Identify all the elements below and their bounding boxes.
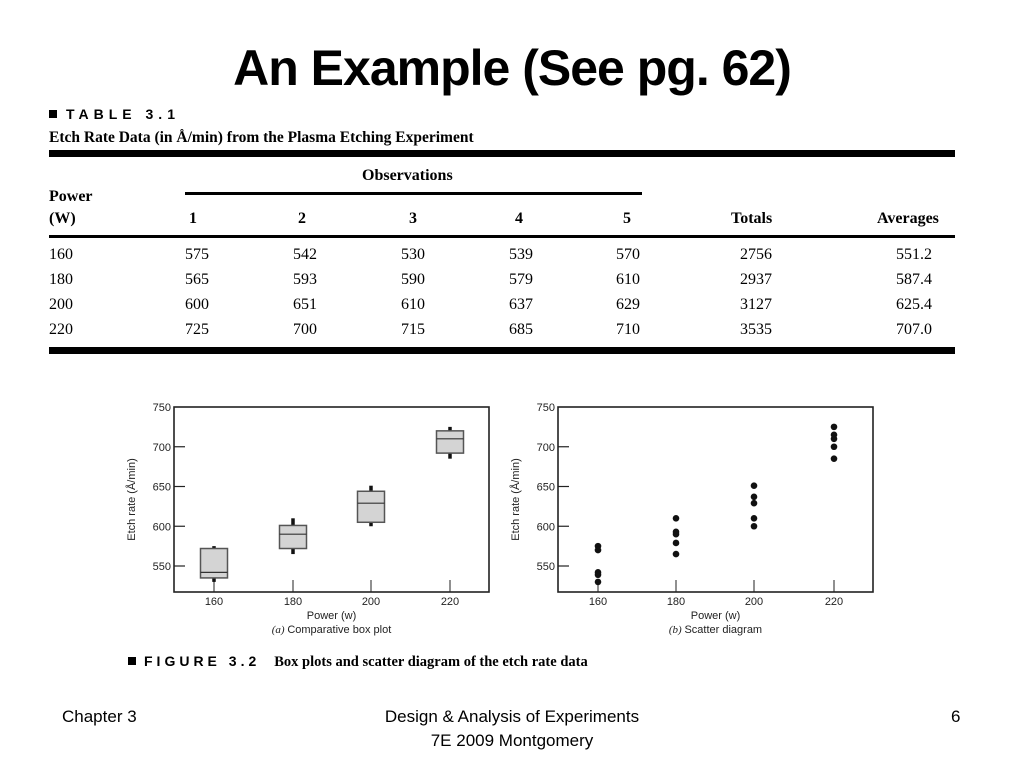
obs-cell: 542 bbox=[293, 246, 317, 263]
obs-cell: 593 bbox=[293, 271, 317, 288]
x-tick-label: 200 bbox=[361, 596, 381, 608]
square-bullet-icon bbox=[128, 657, 136, 665]
box-200 bbox=[358, 486, 385, 527]
subcaption: (a) Comparative box plot bbox=[271, 624, 392, 636]
obs-cell: 725 bbox=[185, 321, 209, 338]
data-point bbox=[831, 443, 838, 450]
y-tick-label: 600 bbox=[152, 521, 171, 534]
data-point bbox=[751, 494, 758, 501]
total-cell: 3535 bbox=[740, 321, 772, 338]
box-body bbox=[280, 525, 307, 548]
footer-chapter: Chapter 3 bbox=[62, 707, 137, 726]
data-point bbox=[595, 571, 602, 578]
total-cell: 3127 bbox=[740, 296, 772, 313]
data-point bbox=[831, 424, 838, 431]
obs-cell: 600 bbox=[185, 296, 209, 313]
table-caption: Etch Rate Data (in Å/min) from the Plasma Etching Experiment bbox=[49, 129, 474, 146]
box-body bbox=[358, 491, 385, 522]
average-cell: 587.4 bbox=[896, 271, 932, 288]
obs-cell: 610 bbox=[616, 271, 640, 288]
y-tick-label: 650 bbox=[536, 481, 555, 494]
obs-cell: 590 bbox=[401, 271, 425, 288]
data-point bbox=[595, 579, 602, 586]
series-200 bbox=[751, 482, 758, 529]
obs-cell: 610 bbox=[401, 296, 425, 313]
y-axis-label: Etch rate (Å/min) bbox=[126, 458, 138, 541]
x-axis-label: Power (w) bbox=[306, 610, 357, 622]
box-180 bbox=[280, 518, 307, 554]
obs-cell: 700 bbox=[293, 321, 317, 338]
data-point bbox=[673, 551, 680, 558]
obs-header-1: 1 bbox=[189, 210, 197, 227]
obs-cell: 685 bbox=[509, 321, 533, 338]
power-cell: 180 bbox=[49, 271, 73, 288]
series-160 bbox=[595, 543, 602, 585]
data-point bbox=[751, 500, 758, 507]
box-body bbox=[437, 431, 464, 453]
series-220 bbox=[831, 424, 838, 462]
figure-caption bbox=[128, 653, 588, 671]
obs-header-2: 2 bbox=[298, 210, 306, 227]
table-bottom-rule bbox=[49, 347, 955, 354]
page-number: 6 bbox=[951, 707, 961, 726]
table-top-rule bbox=[49, 150, 955, 157]
power-cell: 200 bbox=[49, 296, 73, 313]
x-tick-label: 220 bbox=[824, 596, 844, 608]
y-tick-label: 550 bbox=[536, 561, 555, 573]
box-body bbox=[201, 549, 228, 578]
y-axis-label: Etch rate (Å/min) bbox=[510, 458, 522, 541]
obs-cell: 579 bbox=[509, 271, 533, 288]
power-header-line1: Power bbox=[49, 188, 93, 205]
obs-header-5: 5 bbox=[623, 210, 631, 227]
total-cell: 2937 bbox=[740, 271, 772, 288]
averages-header: Averages bbox=[877, 210, 939, 227]
x-tick-label: 160 bbox=[588, 596, 608, 608]
obs-cell: 575 bbox=[185, 246, 209, 263]
observations-rule bbox=[185, 192, 642, 195]
obs-cell: 715 bbox=[401, 321, 425, 338]
scatter-chart bbox=[494, 395, 894, 645]
data-point bbox=[673, 540, 680, 547]
x-axis-label: Power (w) bbox=[690, 610, 741, 622]
power-header-line2: (W) bbox=[49, 210, 76, 227]
table-label bbox=[49, 106, 180, 122]
obs-cell: 629 bbox=[616, 296, 640, 313]
obs-cell: 565 bbox=[185, 271, 209, 288]
footer-course-title: Design & Analysis of Experiments bbox=[384, 707, 640, 726]
y-tick-label: 600 bbox=[536, 521, 555, 534]
square-bullet-icon bbox=[49, 110, 57, 118]
y-tick-label: 700 bbox=[152, 441, 171, 454]
average-cell: 625.4 bbox=[896, 296, 932, 313]
series-180 bbox=[673, 515, 680, 557]
y-tick-label: 750 bbox=[536, 402, 555, 414]
data-point bbox=[673, 531, 680, 538]
obs-cell: 710 bbox=[616, 321, 640, 338]
average-cell: 707.0 bbox=[896, 321, 932, 338]
scatter-frame bbox=[558, 407, 873, 592]
obs-cell: 570 bbox=[616, 246, 640, 263]
data-point bbox=[751, 482, 758, 489]
x-tick-label: 220 bbox=[440, 596, 460, 608]
figure-caption-text: Box plots and scatter diagram of the etch rate data bbox=[274, 654, 588, 670]
total-cell: 2756 bbox=[740, 246, 772, 263]
data-point bbox=[751, 523, 758, 530]
data-point bbox=[831, 436, 838, 443]
obs-cell: 539 bbox=[509, 246, 533, 263]
obs-header-3: 3 bbox=[409, 210, 417, 227]
figure-label: FIGURE 3.2 bbox=[144, 653, 261, 669]
x-tick-label: 200 bbox=[744, 596, 764, 608]
power-cell: 160 bbox=[49, 246, 73, 263]
slide-title: An Example (See pg. 62) bbox=[233, 40, 791, 96]
x-tick-label: 180 bbox=[283, 596, 303, 608]
power-cell: 220 bbox=[49, 321, 73, 338]
subcaption: (b) Scatter diagram bbox=[668, 624, 763, 636]
data-point bbox=[751, 515, 758, 522]
obs-cell: 637 bbox=[509, 296, 533, 313]
obs-cell: 530 bbox=[401, 246, 425, 263]
box-160 bbox=[201, 546, 228, 582]
data-point bbox=[595, 547, 602, 554]
table-label-text: TABLE 3.1 bbox=[66, 106, 180, 122]
data-point bbox=[673, 515, 680, 522]
footer-edition: 7E 2009 Montgomery bbox=[430, 731, 594, 750]
box-plot-chart bbox=[110, 395, 510, 645]
obs-cell: 651 bbox=[293, 296, 317, 313]
average-cell: 551.2 bbox=[896, 246, 932, 263]
y-tick-label: 750 bbox=[152, 402, 171, 414]
totals-header: Totals bbox=[731, 210, 773, 227]
data-point bbox=[831, 455, 838, 462]
table-header-rule bbox=[49, 235, 955, 238]
x-tick-label: 180 bbox=[666, 596, 686, 608]
box-220 bbox=[437, 427, 464, 459]
footer-center bbox=[312, 705, 712, 753]
y-tick-label: 650 bbox=[152, 481, 171, 494]
obs-header-4: 4 bbox=[515, 210, 523, 227]
x-tick-label: 160 bbox=[204, 596, 224, 608]
observations-header: Observations bbox=[362, 167, 453, 184]
y-tick-label: 550 bbox=[152, 561, 171, 573]
y-tick-label: 700 bbox=[536, 441, 555, 454]
